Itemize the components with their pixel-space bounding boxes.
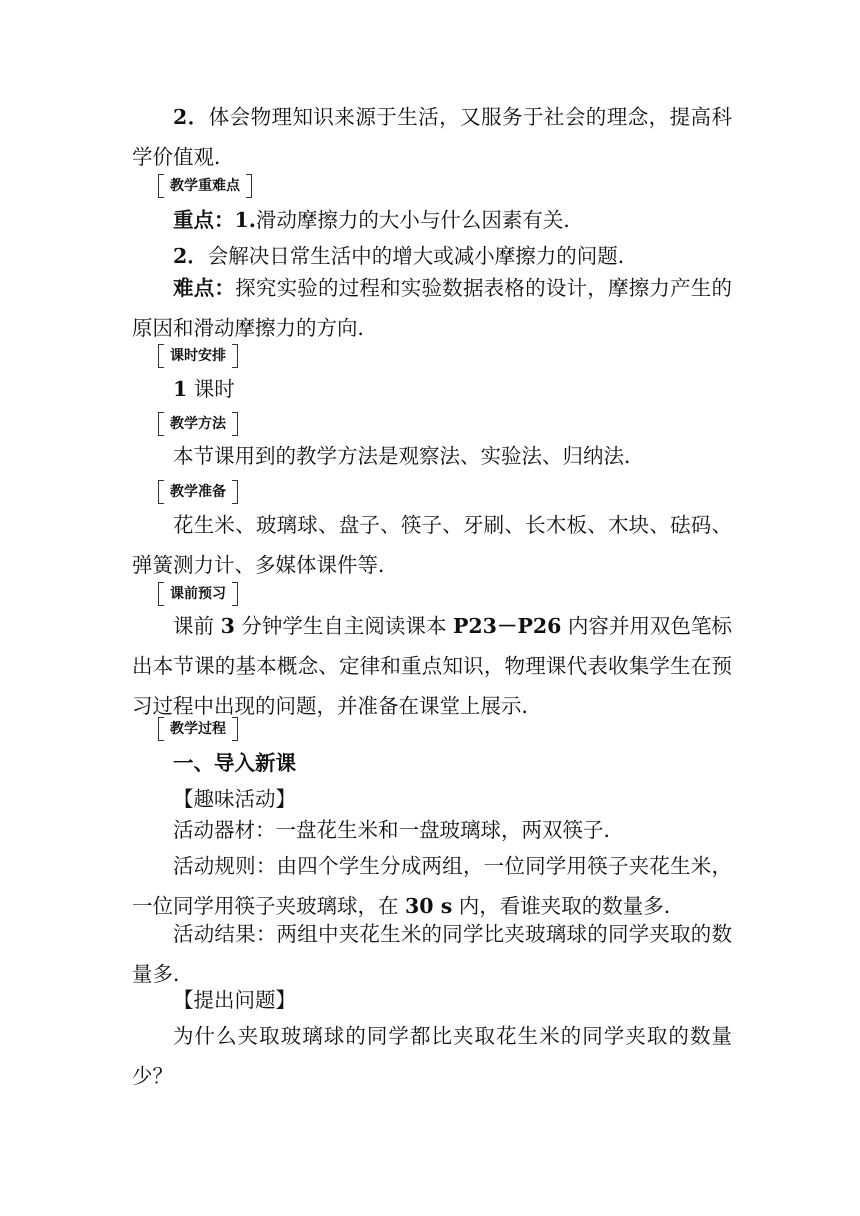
key-point-number: 1. xyxy=(234,208,256,232)
prep-text: 花生米、玻璃球、盘子、筷子、牙刷、长木板、木块、砝码、弹簧测力计、多媒体课件等． xyxy=(132,513,732,577)
preview-text-3: 内容并用双色笔标出本节课的基本概念、定律和重点知识，物理课代表收集学生在预习过程中出现的问题，并准备在课堂上展示． xyxy=(132,614,732,718)
goal-2-text: 体会物理知识来源于生活，又服务于社会的理念，提高科学价值观． xyxy=(132,105,733,169)
equipment-text: 活动器材：一盘花生米和一盘玻璃球，两双筷子． xyxy=(173,818,624,842)
section-tag-teaching-key: 教学重难点 xyxy=(158,174,252,198)
section-tag-schedule: 课时安排 xyxy=(158,344,238,368)
activity-heading: 【趣味活动】 xyxy=(173,787,296,811)
rules-seconds: 30 s xyxy=(405,894,453,918)
difficulty xyxy=(132,268,732,348)
difficulty-text: 探究实验的过程和实验数据表格的设计，摩擦力产生的原因和滑动摩擦力的方向． xyxy=(132,276,733,340)
method-text: 本节课用到的教学方法是观察法、实验法、归纳法． xyxy=(173,444,645,468)
rules-text-2: 内，看谁夹取的数量多． xyxy=(458,894,685,918)
section-tag-prep: 教学准备 xyxy=(158,480,238,504)
intro-heading: 一、导入新课 xyxy=(173,751,296,775)
section-tag-preview: 课前预习 xyxy=(158,582,238,606)
result-text: 活动结果：两组中夹花生米的同学比夹玻璃球的同学夹取的数量多． xyxy=(132,922,732,986)
section-tag-method: 教学方法 xyxy=(158,412,238,436)
key-point-1 xyxy=(132,200,732,240)
schedule-text xyxy=(132,369,732,409)
goal-2-number: 2． xyxy=(173,105,209,129)
preview-text xyxy=(132,606,732,726)
rules-text-1: 活动规则：由四个学生分成两组，一位同学用筷子夹花生米，一位同学用筷子夹玻璃球，在 xyxy=(132,854,732,918)
preview-text-1: 课前 xyxy=(173,614,215,638)
key-point-text: 滑动摩擦力的大小与什么因素有关． xyxy=(255,208,584,232)
preview-minutes: 3 xyxy=(220,614,235,638)
question-text: 为什么夹取玻璃球的同学都比夹取花生米的同学夹取的数量少？ xyxy=(132,1024,732,1088)
key-point-2-number: 2． xyxy=(173,244,208,268)
preview-pages: P23－P26 xyxy=(453,614,562,638)
schedule-number: 1 xyxy=(173,377,188,401)
section-tag-process: 教学过程 xyxy=(158,717,238,741)
question-heading: 【提出问题】 xyxy=(173,988,296,1012)
key-point-label: 重点： xyxy=(173,208,235,232)
goal-2 xyxy=(132,97,732,177)
schedule-unit: 课时 xyxy=(193,377,235,401)
key-point-2-text: 会解决日常生活中的增大或减小摩擦力的问题． xyxy=(207,244,639,268)
difficulty-label: 难点： xyxy=(173,276,236,300)
preview-text-2: 分钟学生自主阅读课本 xyxy=(241,614,447,638)
